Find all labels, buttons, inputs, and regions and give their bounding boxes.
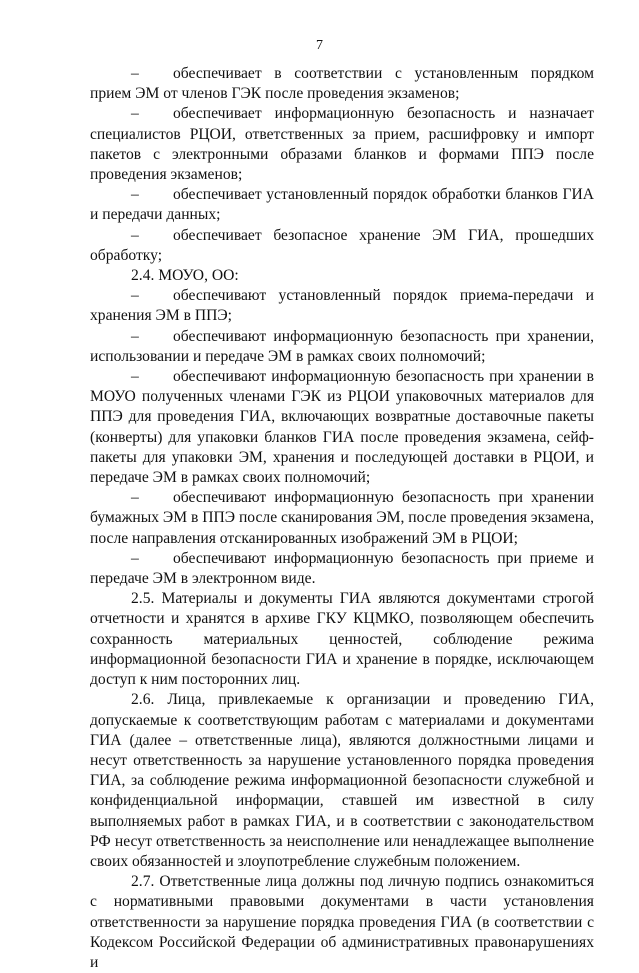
body-paragraph: 2.6. Лица, привлекаемые к организации и проведению ГИА, допускаемые к соответствующим работам с материалами и документами ГИА (далее – ответственные лица), являются должностными лицами и несут ответственность за нарушение установленного порядка проведения ГИА, за соблюдение режима информационной безопасности служебной и конфиденциальной информации, ставшей им известной в силу выполняемых работ в рамках ГИА, и в соответствии с законодательством РФ несут ответственность за неисполнение или ненадлежащее выполнение своих обязанностей и злоупотребление служебным положением. — [90, 691, 594, 870]
bullet-paragraph: – обеспечивают информационную безопасность при хранении в МОУО полученных членами ГЭК из РЦОИ упаковочных материалов для ППЭ для проведения ГИА, включающих возвратные доставочные пакеты (конверты) для упаковки бланков ГИА после проведения экзамена, сейф-пакеты для упаковки ЭМ, хранения и последующей доставки в РЦОИ, и передаче ЭМ в рамках своих полномочий; — [90, 367, 594, 488]
bullet-paragraph: – обеспечивает в соответствии с установленным порядком прием ЭМ от членов ГЭК после проведения экзаменов; — [90, 64, 594, 104]
bullet-paragraph: – обеспечивают информационную безопасность при приеме и передаче ЭМ в электронном виде. — [90, 549, 594, 589]
bullet-paragraph: – обеспечивают установленный порядок приема-передачи и хранения ЭМ в ППЭ; — [90, 286, 594, 326]
bullet-paragraph: – обеспечивает безопасное хранение ЭМ ГИА, прошедших обработку; — [90, 226, 594, 266]
page-number: 7 — [316, 38, 323, 53]
bullet-paragraph: – обеспечивает информационную безопасность и назначает специалистов РЦОИ, ответственных за прием, расшифровку и импорт пакетов с электронными образами бланков и формами ППЭ после проведения экзаменов; — [90, 104, 594, 185]
bullet-paragraph: – обеспечивают информационную безопасность при хранении бумажных ЭМ в ППЭ после сканирования ЭМ, после проведения экзамена, после направления отсканированных изображений ЭМ в РЦОИ; — [90, 488, 594, 549]
document-body — [90, 64, 594, 973]
bullet-paragraph: – обеспечивают информационную безопасность при хранении, использовании и передаче ЭМ в рамках своих полномочий; — [90, 327, 594, 367]
body-paragraph: 2.5. Материалы и документы ГИА являются документами строгой отчетности и хранятся в архиве ГКУ КЦМКО, позволяющем обеспечить сохранность материальных ценностей, соблюдение режима информационной безопасности ГИА и хранение в порядке, исключающем доступ к ним посторонних лиц. — [90, 590, 594, 689]
body-paragraph: 2.7. Ответственные лица должны под личную подпись ознакомиться с нормативными правовыми документами в части установления ответственности за нарушение порядка проведения ГИА (в соответствии с Кодексом Российской Федерации об административных правонарушениях и — [90, 873, 594, 971]
bullet-paragraph: – обеспечивает установленный порядок обработки бланков ГИА и передачи данных; — [90, 185, 594, 225]
section-heading: 2.4. МОУО, ОО: — [131, 267, 239, 285]
